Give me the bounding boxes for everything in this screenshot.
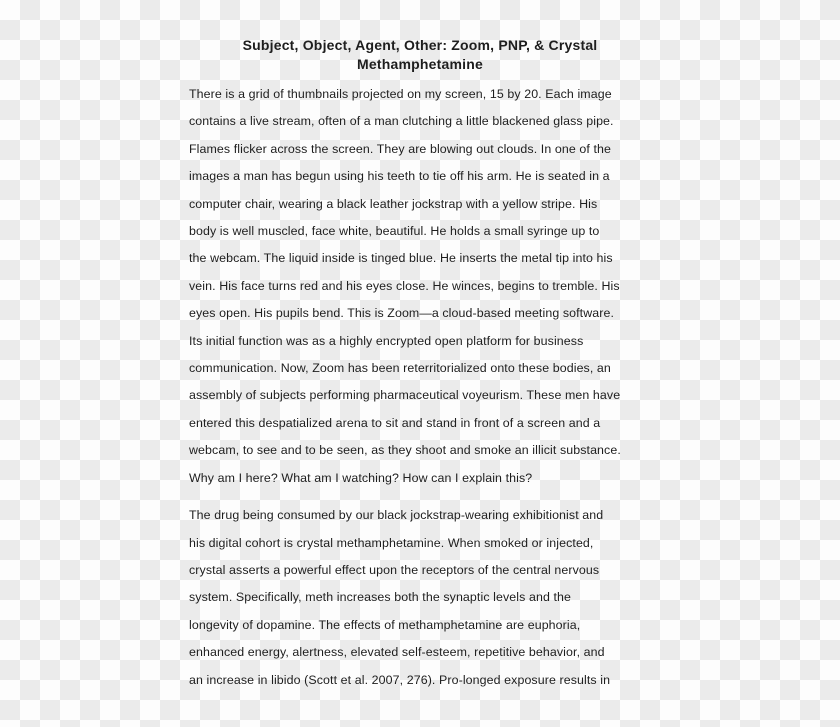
- text-line: vein. His face turns red and his eyes close. He winces, begins to tremble. His: [189, 278, 620, 293]
- paragraph: [189, 502, 651, 694]
- text-line: eyes open. His pupils bend. This is Zoom—a cloud-based meeting software.: [189, 306, 615, 321]
- title-line: Subject, Object, Agent, Other: Zoom, PNP, & Crystal: [242, 37, 598, 53]
- text-line: The drug being consumed by our black jockstrap-wearing exhibitionist and: [189, 508, 604, 523]
- text-line: webcam, to see and to be seen, as they shoot and smoke an illicit substance.: [189, 443, 621, 458]
- text-line: system. Specifically, meth increases both the synaptic levels and the: [189, 590, 572, 605]
- document-body: [189, 81, 651, 694]
- text-line: contains a live stream, often of a man clutching a little blackened glass pipe.: [189, 114, 614, 129]
- title-line: Methamphetamine: [357, 56, 483, 72]
- text-line: an increase in libido (Scott et al. 2007, 276). Pro-longed exposure results in: [189, 672, 611, 687]
- text-line: body is well muscled, face white, beautiful. He holds a small syringe up to: [189, 224, 600, 239]
- text-line: There is a grid of thumbnails projected on my screen, 15 by 20. Each image: [189, 87, 612, 101]
- text-line: assembly of subjects performing pharmaceutical voyeurism. These men have: [189, 388, 621, 403]
- text-line: his digital cohort is crystal methamphetamine. When smoked or injected,: [189, 535, 594, 550]
- text-line: longevity of dopamine. The effects of methamphetamine are euphoria,: [189, 617, 581, 632]
- text-line: Its initial function was as a highly encrypted open platform for business: [189, 333, 584, 348]
- text-line: crystal asserts a powerful effect upon the receptors of the central nervous: [189, 562, 600, 577]
- text-line: communication. Now, Zoom has been reterritorialized onto these bodies, an: [189, 361, 611, 376]
- paragraph: [189, 81, 651, 492]
- text-line: computer chair, wearing a black leather jockstrap with a yellow stripe. His: [189, 196, 598, 211]
- document-title: [189, 36, 651, 74]
- text-line: images a man has begun using his teeth to tie off his arm. He is seated in a: [189, 169, 610, 184]
- text-line: Flames flicker across the screen. They are blowing out clouds. In one of the: [189, 141, 611, 156]
- text-line: Why am I here? What am I watching? How can I explain this?: [189, 470, 533, 485]
- text-line: entered this despatialized arena to sit and stand in front of a screen and a: [189, 415, 601, 430]
- text-line: enhanced energy, alertness, elevated self-esteem, repetitive behavior, and: [189, 645, 605, 660]
- text-line: the webcam. The liquid inside is tinged blue. He inserts the metal tip into his: [189, 251, 613, 266]
- document-page: [189, 0, 651, 694]
